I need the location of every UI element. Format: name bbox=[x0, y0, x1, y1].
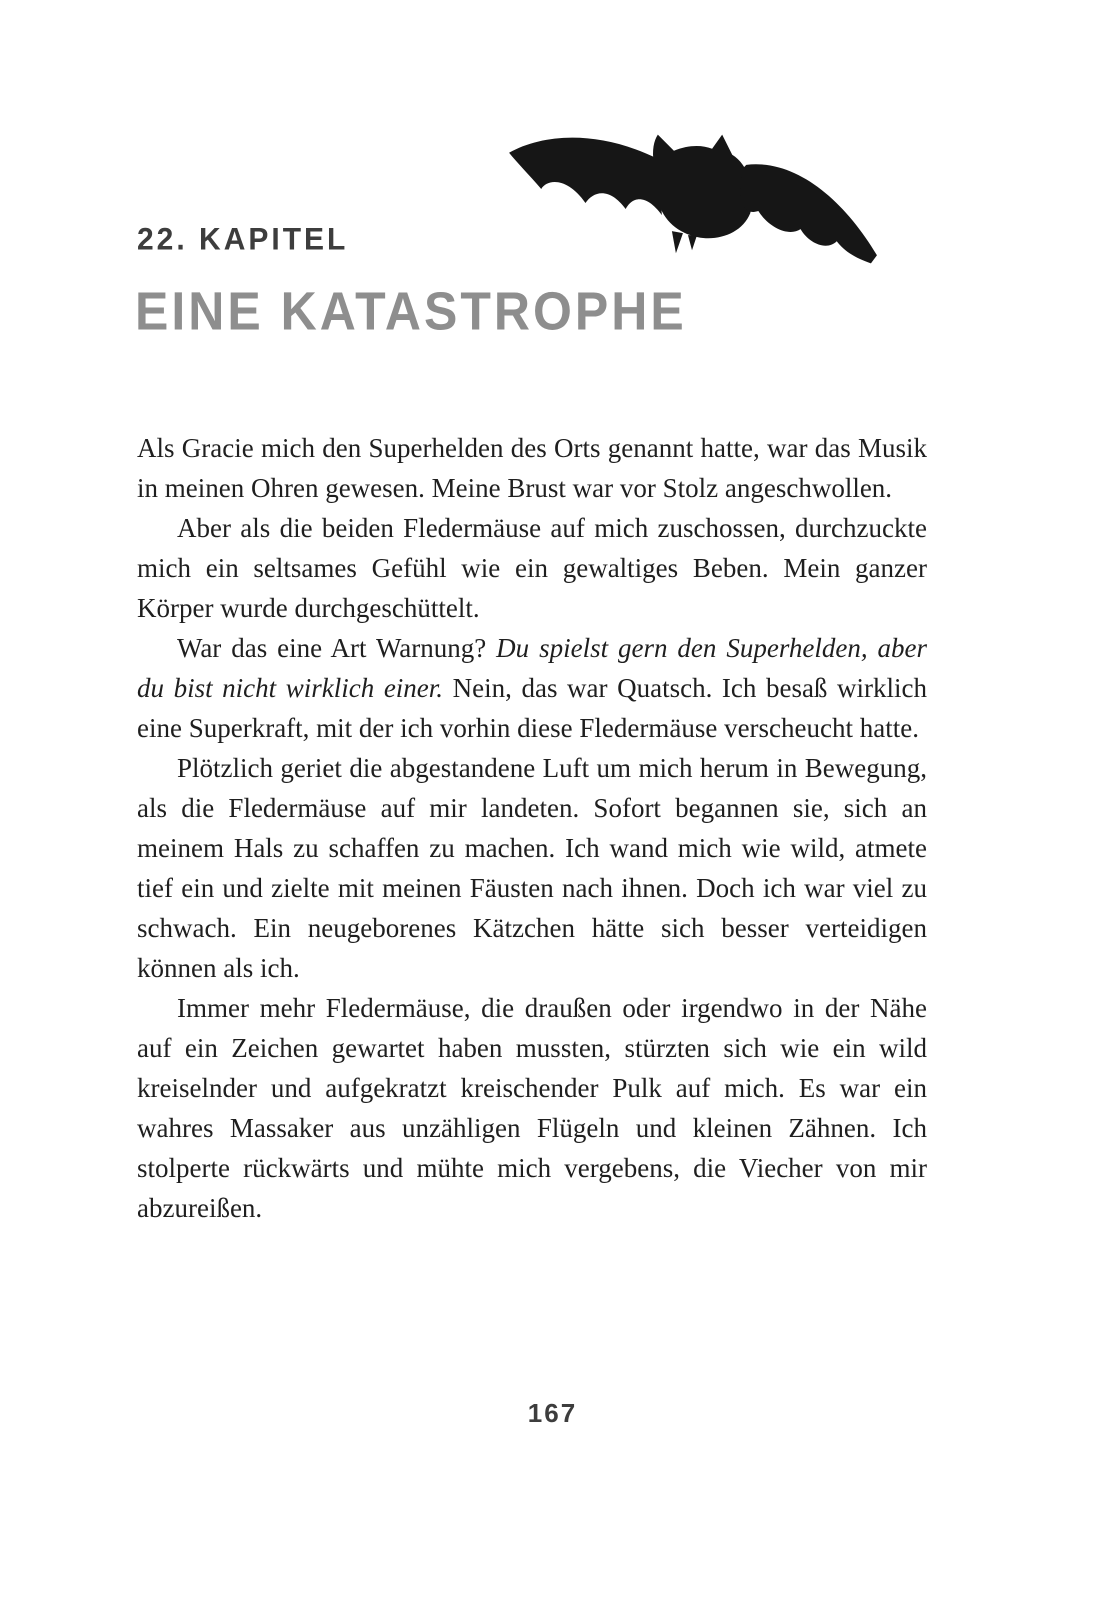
body-paragraph bbox=[137, 428, 927, 508]
body-paragraph bbox=[137, 628, 927, 748]
italic-text: Du spielst gern den Superhelden, aber du bist nicht wirklich einer. bbox=[137, 633, 927, 703]
normal-text: Plötzlich geriet die abgestandene Luft um mich herum in Bewegung, als die Fledermäuse auf mir landeten. Sofort begannen sie, sich an meinem Hals zu schaffen zu machen. Ich wand mich wie wild, atmete tief ein und zielte mit meinen Fäusten nach ihnen. Doch ich war viel zu schwach. Ein neugeborenes Kätzchen hätte sich besser verteidigen können als ich. bbox=[137, 753, 927, 983]
bat-icon bbox=[495, 128, 887, 270]
body-text bbox=[137, 428, 927, 1228]
chapter-label: 22. KAPITEL bbox=[137, 222, 349, 257]
chapter-title: EINE KATASTROPHE bbox=[135, 281, 687, 342]
body-paragraph bbox=[137, 988, 927, 1228]
normal-text: Nein, das war Quatsch. Ich besaß wirklich eine Superkraft, mit der ich vorhin diese Fledermäuse verscheucht hatte. bbox=[137, 673, 927, 743]
normal-text: Aber als die beiden Fledermäuse auf mich zuschossen, durchzuckte mich ein seltsames Gefühl wie ein gewaltiges Beben. Mein ganzer Körper wurde durchgeschüttelt. bbox=[137, 513, 927, 623]
body-paragraph bbox=[137, 508, 927, 628]
normal-text: Immer mehr Fledermäuse, die draußen oder irgendwo in der Nähe auf ein Zeichen gewartet haben mussten, stürzten sich wie ein wild kreiselnder und aufgekratzt kreischender Pulk auf mich. Es war ein wahres Massaker aus unzähligen Flügeln und kleinen Zähnen. Ich stolperte rückwärts und mühte mich vergebens, die Viecher von mir abzureißen. bbox=[137, 993, 927, 1223]
normal-text: War das eine Art Warnung? bbox=[177, 633, 497, 663]
body-paragraph bbox=[137, 748, 927, 988]
normal-text: Als Gracie mich den Superhelden des Orts genannt hatte, war das Musik in meinen Ohren gewesen. Meine Brust war vor Stolz angeschwollen. bbox=[137, 433, 927, 503]
page-number: 167 bbox=[527, 1398, 578, 1428]
